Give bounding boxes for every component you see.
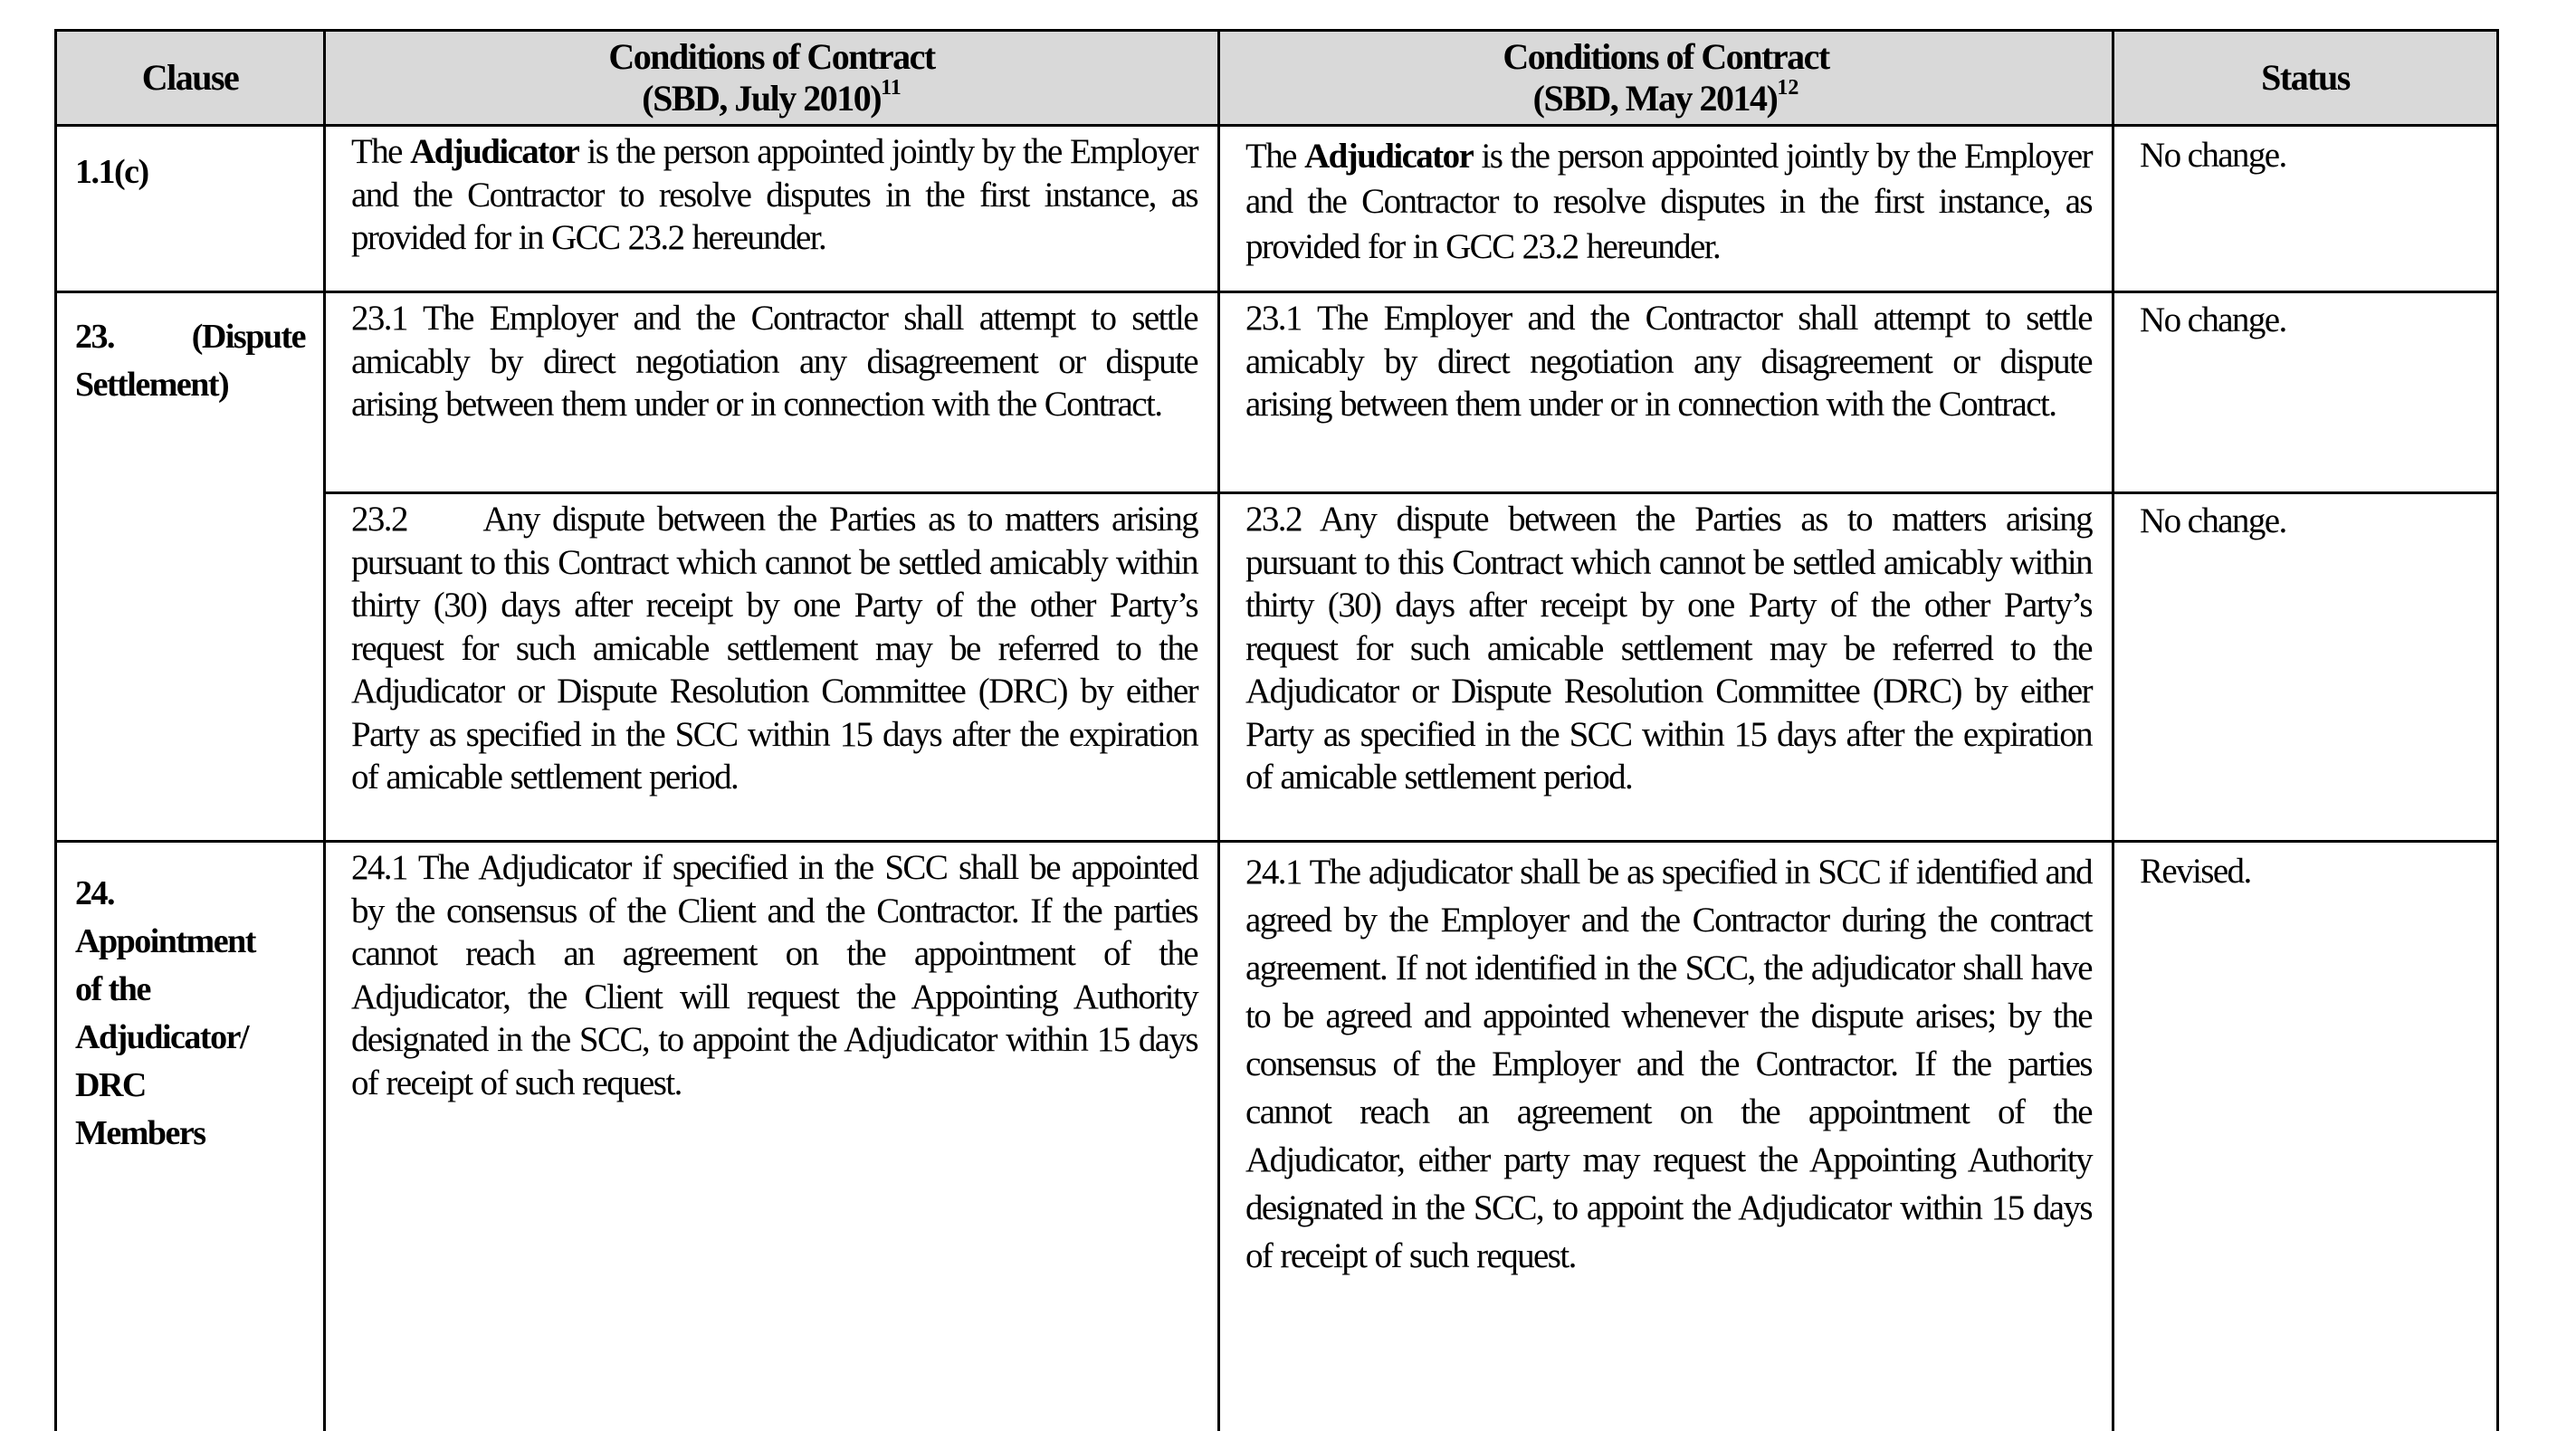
old-condition-text (326, 127, 1217, 260)
old-condition-text: 23.2 Any dispute between the Parties as to matters arising pursuant to this Contract which cannot be settled amicably within thirty (30) days after receipt by one Party of the other Party’s request for such amicable settlement may be referred to the Adjudicator or Dispute Resolution Committee (DRC) by either Party as specified in the SCC within 15 days after the expiration of amicable settlement period. (326, 494, 1217, 799)
header-old-subtitle (326, 78, 1217, 119)
table-row (56, 292, 2498, 493)
clause-title-line (75, 966, 305, 1014)
clause-cell (56, 842, 325, 1431)
new-condition-text: 23.1 The Employer and the Contractor shall attempt to settle amicably by direct negotiation any disagreement or dispute arising between them under or in connection with the Contract. (1220, 293, 2112, 426)
footnote-ref-12: 12 (1777, 76, 1798, 100)
clause-title-word: of (75, 970, 101, 1008)
text-fragment: The (1245, 137, 1304, 176)
header-new-subtitle (1220, 78, 2112, 119)
header-clause-label: Clause (142, 57, 239, 98)
new-condition-cell (1219, 292, 2113, 493)
header-conditions-2010 (325, 31, 1219, 126)
status-value: No change. (2114, 494, 2496, 542)
header-old-title: Conditions of Contract (326, 36, 1217, 78)
header-conditions-2014 (1219, 31, 2113, 126)
text-fragment: is the person appointed jointly by the Employer and the Contractor to resolve disputes in the first instance, as provided for in GCC 23.2 hereunder. (1245, 137, 2092, 266)
old-condition-cell (325, 842, 1219, 1431)
status-cell (2113, 292, 2498, 493)
status-value: No change. (2114, 127, 2496, 176)
clause-title-line: Appointment (75, 918, 305, 966)
clause-title-word: the (109, 970, 150, 1008)
old-condition-text: 23.1 The Employer and the Contractor shall attempt to settle amicably by direct negotiation any disagreement or dispute arising between them under or in connection with the Contract. (326, 293, 1217, 426)
old-condition-cell (325, 292, 1219, 493)
old-condition-text: 24.1 The Adjudicator if specified in the SCC shall be appointed by the consensus of the Client and the Contractor. If the parties cannot reach an agreement on the appointment of the Adjudicator, the Client will request the Appointing Authority designated in the SCC, to appoint the Adjudicator within 15 days of receipt of such request. (326, 843, 1217, 1104)
status-cell (2113, 126, 2498, 292)
clause-number: 23. (Dispute Settlement) (75, 318, 305, 404)
text-fragment: is the person appointed jointly by the Employer and the Contractor to resolve disputes in the first instance, as provided for in GCC 23.2 hereunder. (351, 132, 1197, 257)
status-cell (2113, 842, 2498, 1431)
header-old-edition: (SBD, July 2010) (642, 78, 881, 119)
old-condition-cell (325, 493, 1219, 842)
header-new-title: Conditions of Contract (1220, 36, 2112, 78)
contract-comparison-table (54, 29, 2499, 1431)
new-condition-text: 24.1 The adjudicator shall be as specified in SCC if identified and agreed by the Employer and the Contractor during the contract agreement. If not identified in the SCC, the adjudicator shall have to be agreed and appointed whenever the dispute arises; by the consensus of the Employer and the Contractor. If the parties cannot reach an agreement on the appointment of the Adjudicator, either party may request the Appointing Authority designated in the SCC, to appoint the Adjudicator within 15 days of receipt of such request. (1220, 843, 2112, 1280)
clause-cell (56, 292, 325, 842)
clause-cell (56, 126, 325, 292)
defined-term: Adjudicator (1304, 137, 1473, 176)
clause-title-line: Members (75, 1110, 305, 1158)
table-row (56, 493, 2498, 842)
table-row (56, 842, 2498, 1431)
new-condition-cell (1219, 126, 2113, 292)
new-condition-cell (1219, 493, 2113, 842)
defined-term: Adjudicator (410, 132, 578, 171)
table-row (56, 126, 2498, 292)
status-value: No change. (2114, 293, 2496, 341)
clause-title-line: Adjudicator/ (75, 1014, 305, 1062)
old-condition-cell (325, 126, 1219, 292)
clause-number: 24. (75, 870, 305, 918)
status-value: Revised. (2114, 843, 2496, 892)
new-condition-text: 23.2 Any dispute between the Parties as to matters arising pursuant to this Contract which cannot be settled amicably within thirty (30) days after receipt by one Party of the other Party’s request for such amicable settlement may be referred to the Adjudicator or Dispute Resolution Committee (DRC) by either Party as specified in the SCC within 15 days after the expiration of amicable settlement period. (1220, 494, 2112, 799)
text-fragment: The (351, 132, 410, 171)
new-condition-text (1220, 127, 2112, 270)
header-new-edition: (SBD, May 2014) (1533, 78, 1778, 119)
clause-title-line: DRC (75, 1062, 305, 1110)
header-status-label: Status (2261, 57, 2350, 98)
footnote-ref-11: 11 (881, 76, 902, 100)
header-status (2113, 31, 2498, 126)
new-condition-cell (1219, 842, 2113, 1431)
clause-number: 1.1(c) (75, 153, 148, 191)
header-clause (56, 31, 325, 126)
status-cell (2113, 493, 2498, 842)
table-header-row (56, 31, 2498, 126)
